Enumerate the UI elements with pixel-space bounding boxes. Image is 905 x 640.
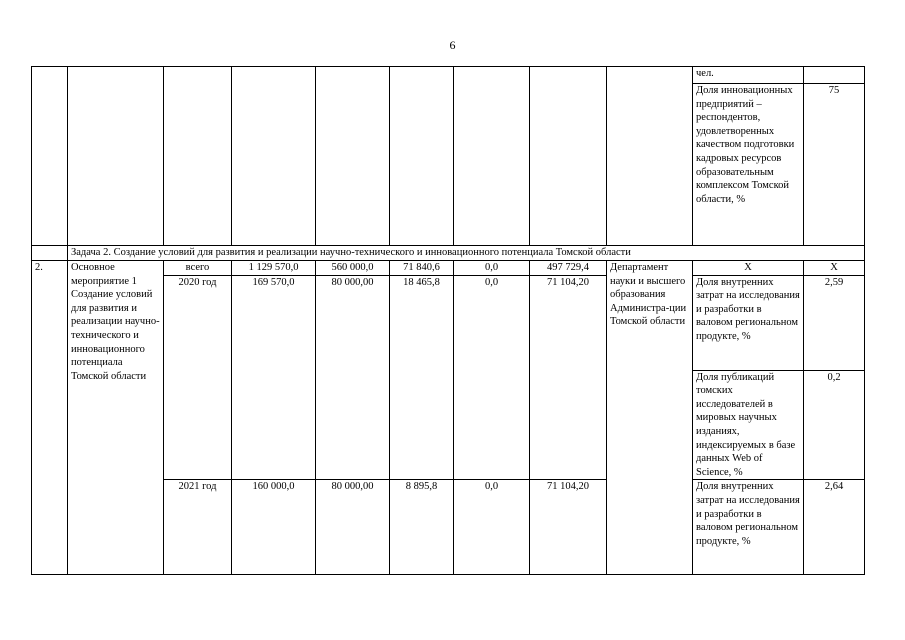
period-cell: всего	[164, 261, 232, 276]
indicator-name: Доля инновационных предприятий – респондентов, удовлетворенных качеством подготовки кадровых ресурсов образовательным комплексом Томской области, %	[693, 84, 804, 246]
local-cell: 0,0	[454, 480, 530, 575]
executor-cell: Департамент науки и высшего образования Администра-ции Томской области	[607, 261, 693, 575]
cell-empty	[32, 246, 68, 261]
indicator-name: Доля внутренних затрат на исследования и разработки в валовом региональном продукте, %	[693, 480, 804, 575]
indicator-value: 2,64	[804, 480, 865, 575]
local-cell: 0,0	[454, 261, 530, 276]
local-cell: 0,0	[454, 275, 530, 480]
period-cell: 2020 год	[164, 275, 232, 480]
total-cell: 160 000,0	[232, 480, 316, 575]
federal-cell: 560 000,0	[316, 261, 390, 276]
indicator-name: Доля внутренних затрат на исследования и разработки в валовом региональном продукте, %	[693, 275, 804, 370]
indicator-value: 0,2	[804, 370, 865, 480]
cell-empty	[804, 67, 865, 84]
indicator-value: 75	[804, 84, 865, 246]
cell-empty	[607, 67, 693, 246]
period-cell: 2021 год	[164, 480, 232, 575]
other-cell: 71 104,20	[530, 275, 607, 480]
page-number: 6	[449, 38, 456, 52]
table-row	[32, 261, 865, 276]
federal-cell: 80 000,00	[316, 275, 390, 480]
cell-empty	[232, 67, 316, 246]
regional-cell: 18 465,8	[390, 275, 454, 480]
activity-number: 2.	[32, 261, 68, 575]
cell-empty	[164, 67, 232, 246]
cell-empty	[454, 67, 530, 246]
total-cell: 1 129 570,0	[232, 261, 316, 276]
activity-name: Основное мероприятие 1 Создание условий для развития и реализации научно-технического и инновационного потенциала Томской области	[68, 261, 164, 575]
indicator-unit-fragment: чел.	[693, 67, 804, 84]
indicator-value: 2,59	[804, 275, 865, 370]
cell-empty	[316, 67, 390, 246]
cell-empty	[32, 67, 68, 246]
cell-empty	[68, 67, 164, 246]
table-row	[32, 246, 865, 261]
indicator-marker: Х	[804, 261, 865, 276]
cell-empty	[390, 67, 454, 246]
table-row	[32, 67, 865, 84]
other-cell: 71 104,20	[530, 480, 607, 575]
federal-cell: 80 000,00	[316, 480, 390, 575]
task-title: Задача 2. Создание условий для развития и реализации научно-технического и инновационного потенциала Томской области	[68, 246, 865, 261]
cell-empty	[530, 67, 607, 246]
program-table	[31, 66, 865, 575]
indicator-name: Доля публикаций томских исследователей в мировых научных изданиях, индексируемых в базе данных Web of Science, %	[693, 370, 804, 480]
total-cell: 169 570,0	[232, 275, 316, 480]
other-cell: 497 729,4	[530, 261, 607, 276]
regional-cell: 71 840,6	[390, 261, 454, 276]
regional-cell: 8 895,8	[390, 480, 454, 575]
indicator-marker: Х	[693, 261, 804, 276]
